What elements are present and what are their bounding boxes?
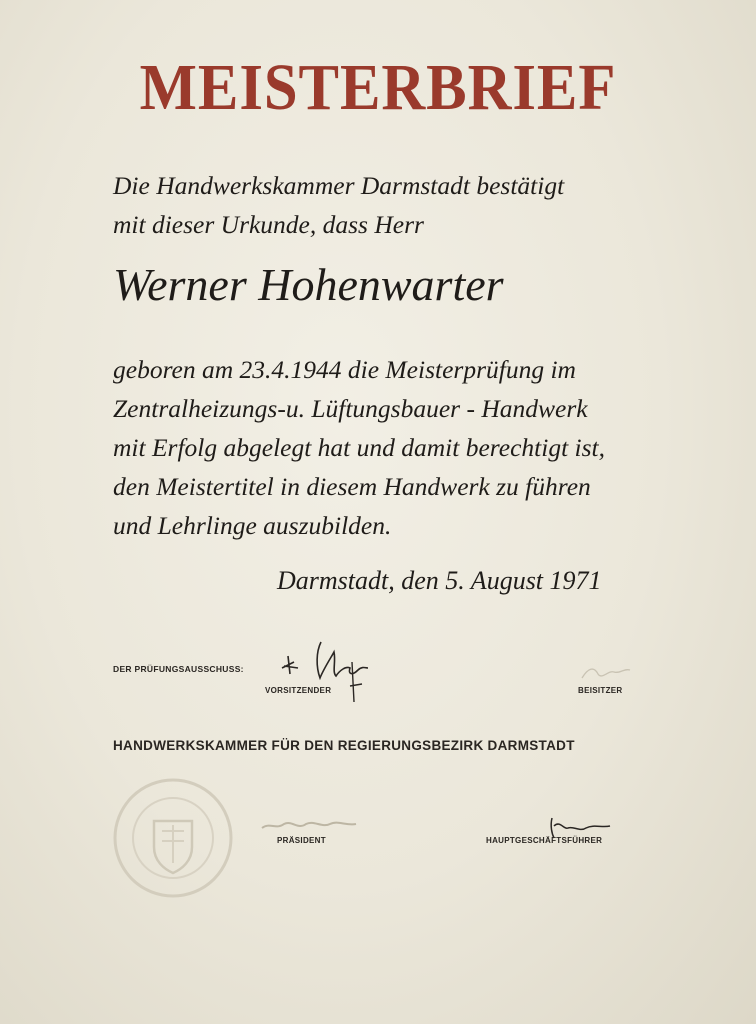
certificate-title: MEISTERBRIEF <box>139 51 617 124</box>
certificate-body <box>113 350 693 545</box>
assessor-label: BEISITZER <box>578 686 623 695</box>
body-line: den Meistertitel in diesem Handwerk zu führen <box>113 472 591 501</box>
committee-label: DER PRÜFUNGSAUSSCHUSS: <box>113 664 244 674</box>
chamber-name: HANDWERKSKAMMER FÜR DEN REGIERUNGSBEZIRK DARMSTADT <box>113 738 575 753</box>
intro-line: mit dieser Urkunde, dass Herr <box>113 210 424 239</box>
president-label: PRÄSIDENT <box>277 836 326 845</box>
place-and-date: Darmstadt, den 5. August 1971 <box>277 566 602 595</box>
intro-line: Die Handwerkskammer Darmstadt bestätigt <box>113 171 565 200</box>
body-line: Zentralheizungs-u. Lüftungsbauer - Handwerk <box>113 394 588 423</box>
manager-label: HAUPTGESCHÄFTSFÜHRER <box>486 836 603 845</box>
body-line: geboren am 23.4.1944 die Meisterprüfung im <box>113 355 576 384</box>
embossed-seal <box>110 775 236 901</box>
assessor-signature <box>578 660 648 684</box>
recipient-name: Werner Hohenwarter <box>113 259 504 310</box>
body-line: mit Erfolg abgelegt hat und damit berechtigt ist, <box>113 433 606 462</box>
body-line: und Lehrlinge auszubilden. <box>113 511 392 540</box>
intro-text <box>113 166 673 244</box>
chairman-label: VORSITZENDER <box>265 686 332 695</box>
president-signature <box>256 812 366 838</box>
chairman-signature <box>276 632 376 708</box>
